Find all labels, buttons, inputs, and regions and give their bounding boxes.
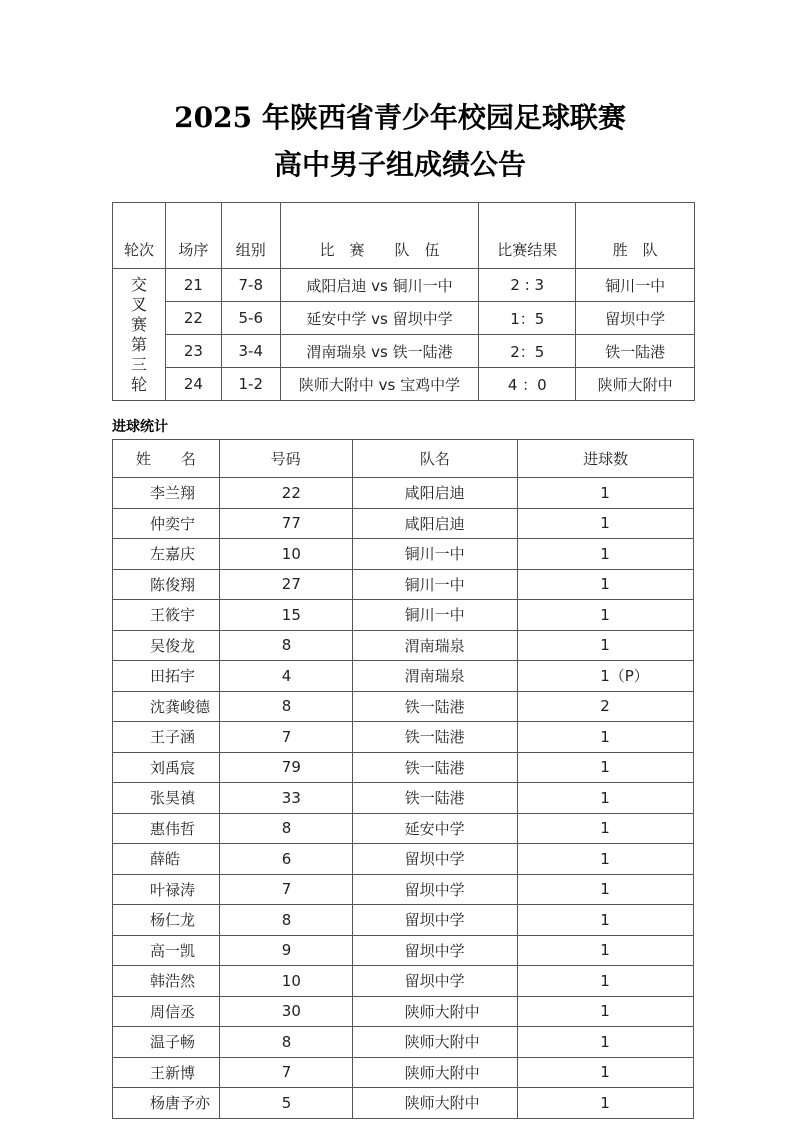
scorer-goals: 1 xyxy=(518,478,694,509)
scorer-name: 李兰翔 xyxy=(113,478,220,509)
header-number: 号码 xyxy=(219,440,352,478)
scorer-team: 渭南瑞泉 xyxy=(352,630,518,661)
match-winner: 铁一陆港 xyxy=(576,335,695,368)
scorer-name: 刘禹宸 xyxy=(113,752,220,783)
scorer-team: 铜川一中 xyxy=(352,600,518,631)
scorer-number: 8 xyxy=(219,630,352,661)
match-winner: 留坝中学 xyxy=(576,302,695,335)
scorer-name: 吴俊龙 xyxy=(113,630,220,661)
scorer-team: 留坝中学 xyxy=(352,874,518,905)
table-row xyxy=(113,569,694,600)
section-title-goals: 进球统计 xyxy=(112,419,168,435)
scorer-name: 左嘉庆 xyxy=(113,539,220,570)
table-row xyxy=(113,1027,694,1058)
scorer-goals: 1 xyxy=(518,569,694,600)
scorer-goals: 1 xyxy=(518,874,694,905)
scorer-number: 22 xyxy=(219,478,352,509)
match-teams: 渭南瑞泉 vs 铁一陆港 xyxy=(280,335,479,368)
scorer-team: 铁一陆港 xyxy=(352,752,518,783)
scorer-goals: 1 xyxy=(518,905,694,936)
match-seq: 21 xyxy=(165,269,221,302)
scorer-goals: 1 xyxy=(518,813,694,844)
match-seq: 22 xyxy=(165,302,221,335)
scorer-number: 77 xyxy=(219,508,352,539)
scorer-name: 薛皓 xyxy=(113,844,220,875)
match-winner: 陕师大附中 xyxy=(576,368,695,401)
scorer-name: 叶禄涛 xyxy=(113,874,220,905)
match-result: 4 ：0 xyxy=(479,368,576,401)
table-row xyxy=(113,874,694,905)
scorer-team: 留坝中学 xyxy=(352,905,518,936)
scorer-goals: 1 xyxy=(518,1027,694,1058)
match-seq: 24 xyxy=(165,368,221,401)
scorer-rows xyxy=(113,478,694,1119)
scorer-number: 8 xyxy=(219,1027,352,1058)
scorer-goals: 1 xyxy=(518,935,694,966)
header-round: 轮次 xyxy=(113,203,166,269)
round-label: 交 叉 赛 第 三 轮 xyxy=(113,269,166,401)
scorer-team: 铁一陆港 xyxy=(352,783,518,814)
scorer-number: 7 xyxy=(219,722,352,753)
scorer-name: 张昊禛 xyxy=(113,783,220,814)
scorer-name: 王子涵 xyxy=(113,722,220,753)
match-table-header xyxy=(113,203,695,269)
table-row xyxy=(113,996,694,1027)
table-row xyxy=(113,783,694,814)
match-teams: 陕师大附中 vs 宝鸡中学 xyxy=(280,368,479,401)
scorer-number: 79 xyxy=(219,752,352,783)
scorer-goals: 1 xyxy=(518,996,694,1027)
scorer-goals: 1 xyxy=(518,1088,694,1119)
table-row xyxy=(113,844,694,875)
document-title: 2025 年陕西省青少年校园足球联赛 xyxy=(174,101,626,134)
match-winner: 铜川一中 xyxy=(576,269,695,302)
scorer-team: 铁一陆港 xyxy=(352,691,518,722)
scorer-number: 4 xyxy=(219,661,352,692)
scorer-goals: 2 xyxy=(518,691,694,722)
table-row xyxy=(113,539,694,570)
table-row xyxy=(113,630,694,661)
scorer-team: 留坝中学 xyxy=(352,966,518,997)
table-row xyxy=(113,722,694,753)
match-result: 2 : 3 xyxy=(479,269,576,302)
scorer-name: 温子畅 xyxy=(113,1027,220,1058)
scorer-name: 周信丞 xyxy=(113,996,220,1027)
scorer-goals: 1 xyxy=(518,844,694,875)
scorer-team: 铁一陆港 xyxy=(352,722,518,753)
match-result: 2：5 xyxy=(479,335,576,368)
scorer-name: 沈龚峻德 xyxy=(113,691,220,722)
scorer-goals: 1 xyxy=(518,752,694,783)
table-row xyxy=(113,752,694,783)
table-row xyxy=(113,966,694,997)
scorer-goals: 1 xyxy=(518,722,694,753)
scorer-name: 韩浩然 xyxy=(113,966,220,997)
scorer-name: 陈俊翔 xyxy=(113,569,220,600)
scorer-number: 5 xyxy=(219,1088,352,1119)
header-name: 姓 名 xyxy=(113,440,220,478)
scorer-goals: 1 xyxy=(518,966,694,997)
table-row xyxy=(113,905,694,936)
scorer-goals: 1（P） xyxy=(518,661,694,692)
match-group: 5-6 xyxy=(221,302,280,335)
table-row xyxy=(113,661,694,692)
header-group: 组别 xyxy=(221,203,280,269)
match-row xyxy=(113,302,695,335)
match-teams: 咸阳启迪 vs 铜川一中 xyxy=(280,269,479,302)
scorer-team: 延安中学 xyxy=(352,813,518,844)
scorer-name: 惠伟哲 xyxy=(113,813,220,844)
scorer-number: 15 xyxy=(219,600,352,631)
scorer-name: 田拓宇 xyxy=(113,661,220,692)
scorer-name: 杨仁龙 xyxy=(113,905,220,936)
match-row xyxy=(113,368,695,401)
scorer-number: 6 xyxy=(219,844,352,875)
match-row xyxy=(113,335,695,368)
scorer-name: 王筱宇 xyxy=(113,600,220,631)
scorer-number: 8 xyxy=(219,905,352,936)
scorer-number: 7 xyxy=(219,874,352,905)
match-seq: 23 xyxy=(165,335,221,368)
scorer-number: 10 xyxy=(219,539,352,570)
match-group: 3-4 xyxy=(221,335,280,368)
scorer-number: 27 xyxy=(219,569,352,600)
match-results-table xyxy=(112,202,695,401)
table-row xyxy=(113,935,694,966)
document-subtitle: 高中男子组成绩公告 xyxy=(273,148,526,181)
scorer-number: 10 xyxy=(219,966,352,997)
match-group: 1-2 xyxy=(221,368,280,401)
scorer-goals: 1 xyxy=(518,508,694,539)
scorer-goals: 1 xyxy=(518,600,694,631)
scorer-team: 陕师大附中 xyxy=(352,1088,518,1119)
scorer-team: 铜川一中 xyxy=(352,539,518,570)
scorer-team: 陕师大附中 xyxy=(352,1057,518,1088)
scorer-team: 留坝中学 xyxy=(352,935,518,966)
header-winner: 胜 队 xyxy=(576,203,695,269)
scorer-name: 王新博 xyxy=(113,1057,220,1088)
header-result: 比赛结果 xyxy=(479,203,576,269)
match-teams: 延安中学 vs 留坝中学 xyxy=(280,302,479,335)
header-seq: 场序 xyxy=(165,203,221,269)
table-row xyxy=(113,1088,694,1119)
scorer-number: 8 xyxy=(219,691,352,722)
goal-stats-table xyxy=(112,439,694,1119)
scorer-team: 咸阳启迪 xyxy=(352,508,518,539)
table-row xyxy=(113,508,694,539)
match-group: 7-8 xyxy=(221,269,280,302)
scorer-number: 33 xyxy=(219,783,352,814)
table-row xyxy=(113,813,694,844)
scorer-goals: 1 xyxy=(518,783,694,814)
scorer-goals: 1 xyxy=(518,630,694,661)
scorer-name: 杨唐予亦 xyxy=(113,1088,220,1119)
scorer-number: 30 xyxy=(219,996,352,1027)
scorer-team: 渭南瑞泉 xyxy=(352,661,518,692)
scorer-team: 铜川一中 xyxy=(352,569,518,600)
match-row xyxy=(113,269,695,302)
scorer-goals: 1 xyxy=(518,1057,694,1088)
header-team: 队名 xyxy=(352,440,518,478)
scorer-goals: 1 xyxy=(518,539,694,570)
scorer-number: 9 xyxy=(219,935,352,966)
scorer-team: 咸阳启迪 xyxy=(352,478,518,509)
scorer-team: 留坝中学 xyxy=(352,844,518,875)
scorer-number: 8 xyxy=(219,813,352,844)
table-row xyxy=(113,691,694,722)
table-row xyxy=(113,1057,694,1088)
scorer-team: 陕师大附中 xyxy=(352,996,518,1027)
scorer-table-header xyxy=(113,440,694,478)
table-row xyxy=(113,478,694,509)
table-row xyxy=(113,600,694,631)
match-result: 1：5 xyxy=(479,302,576,335)
header-goals: 进球数 xyxy=(518,440,694,478)
scorer-team: 陕师大附中 xyxy=(352,1027,518,1058)
scorer-name: 高一凯 xyxy=(113,935,220,966)
header-teams: 比 赛 队 伍 xyxy=(280,203,479,269)
scorer-name: 仲奕宁 xyxy=(113,508,220,539)
scorer-number: 7 xyxy=(219,1057,352,1088)
